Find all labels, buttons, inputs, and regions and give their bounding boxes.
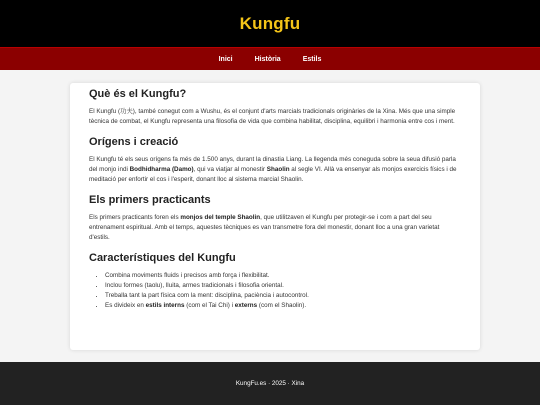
- text-run: (com el Shaolin).: [257, 302, 307, 309]
- list-item: [105, 301, 461, 311]
- section-heading: Orígens i creació: [89, 136, 179, 148]
- bold-text: Shaolin: [266, 166, 290, 173]
- characteristics-list: [89, 271, 461, 311]
- text-run: Treballa tant la part física com la ment: disciplina, paciència i autocontrol.: [105, 292, 309, 299]
- text-run: , que utilitzaven el Kungfu per protegir-se i com a part del seu entrenament espiritual. Amb el temps, aquestes tècniques es van transmetre fora del monestir, donant lloc a una gran varietat d'estils.: [89, 214, 440, 241]
- main-nav: [0, 47, 540, 70]
- nav-link-historia[interactable]: Història: [254, 55, 281, 63]
- bold-text: monjos del temple Shaolin: [180, 214, 261, 221]
- section-first-practitioners: [89, 194, 461, 243]
- text-run: Els primers practicants foren els: [89, 214, 181, 221]
- content-card: [70, 83, 480, 350]
- list-item: [105, 291, 461, 301]
- text-run: , qui va viatjar al monestir: [193, 166, 267, 173]
- section-paragraph: [89, 107, 461, 127]
- nav-link-estils[interactable]: Estils: [302, 55, 322, 63]
- list-item: [105, 281, 461, 291]
- site-footer: [0, 362, 540, 405]
- text-run: Inclou formes (taolu), lluita, armes tradicionals i filosofia oriental.: [105, 282, 284, 289]
- nav-link-inici[interactable]: Inici: [218, 55, 233, 63]
- section-heading: Què és el Kungfu?: [89, 88, 187, 100]
- text-run: Combina moviments fluids i precisos amb força i flexibilitat.: [105, 272, 270, 279]
- text-run: (com el Tai Chi) i: [184, 302, 235, 309]
- site-title: Kungfu: [239, 13, 301, 33]
- bold-text: Bodhidharma (Damo): [129, 166, 194, 173]
- list-item: [105, 271, 461, 281]
- section-paragraph: [89, 155, 461, 185]
- site-header: [0, 0, 540, 47]
- section-characteristics: [89, 252, 461, 311]
- bold-text: externs: [234, 302, 258, 309]
- text-run: El Kungfu (功夫), també conegut com a Wushu, és el conjunt d'arts marcials tradicionals originàries de la Xina. Més que una simple tècnica de combat, el Kungfu representa una filosofia de vida que combina habilitat, disciplina, equilibri i harmonia entre cos i ment.: [89, 108, 456, 125]
- text-run: al segle VI. Allà va ensenyar als monjos exercicis físics i de meditació per enfortir el cos i l'esperit, donant lloc al sistema marcial Shaolin.: [89, 166, 457, 183]
- section-paragraph: [89, 213, 461, 243]
- section-heading: Els primers practicants: [89, 194, 211, 206]
- text-run: El Kungfu té els seus orígens fa més de 1.500 anys, durant la dinastia Liang. La llegenda més coneguda sobre la seua difusió parla del monjo indi: [89, 156, 456, 173]
- section-heading: Característiques del Kungfu: [89, 252, 236, 264]
- section-origins: [89, 136, 461, 185]
- section-what-is: [89, 88, 461, 127]
- text-run: Es divideix en: [105, 302, 146, 309]
- bold-text: estils interns: [145, 302, 185, 309]
- footer-text: KungFu.es · 2025 · Xina: [235, 380, 305, 387]
